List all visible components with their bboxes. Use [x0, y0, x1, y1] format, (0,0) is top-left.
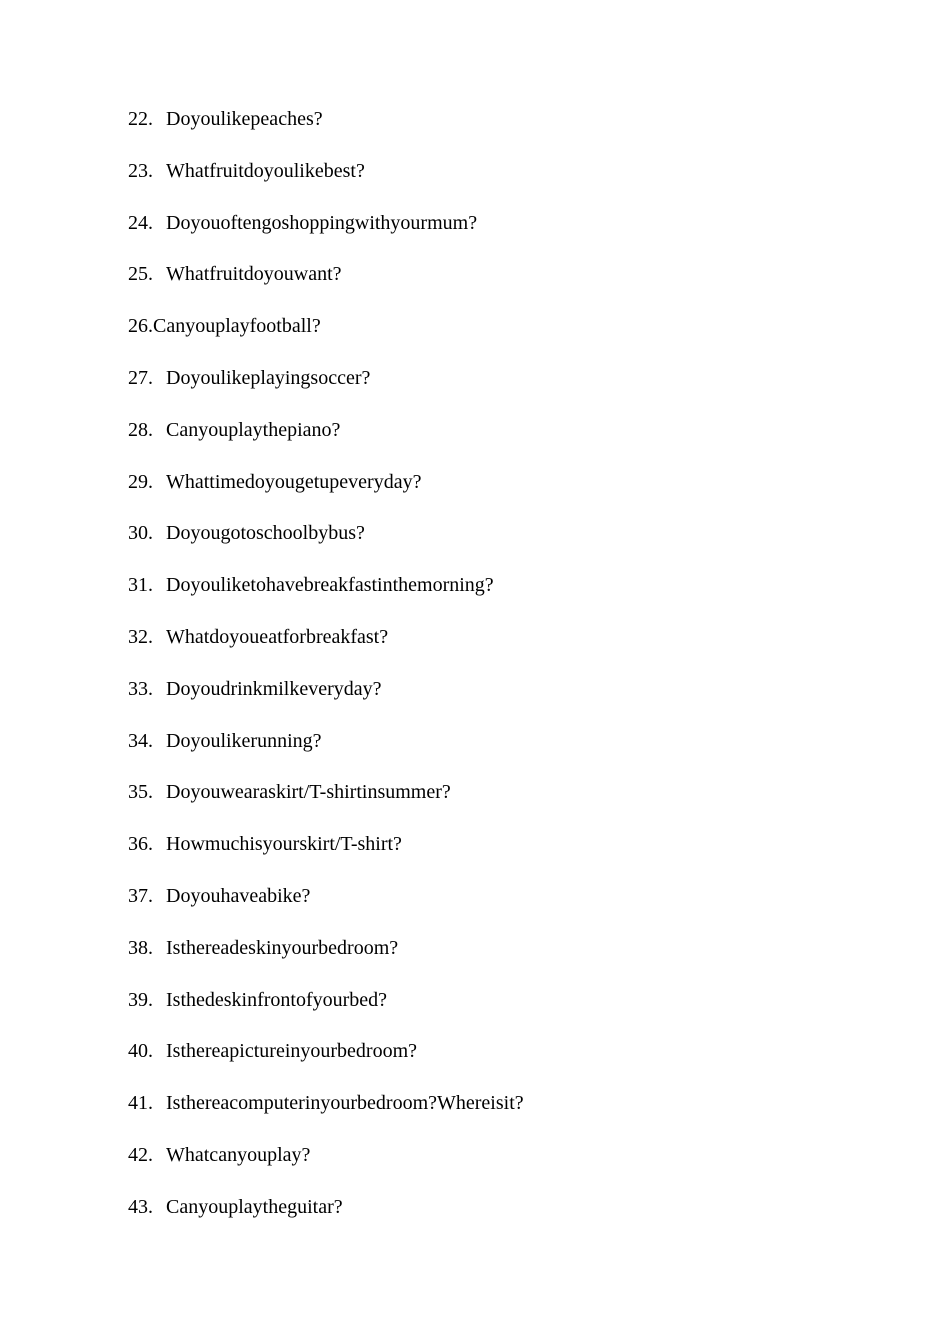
- question-item: [128, 365, 524, 417]
- question-text: Doyoulikerunning?: [166, 729, 322, 752]
- question-text: Canyouplaytheguitar?: [166, 1195, 343, 1218]
- question-number: 39.: [128, 988, 153, 1011]
- question-item: [128, 624, 524, 676]
- question-number: 28.: [128, 418, 153, 441]
- question-item: [128, 469, 524, 521]
- question-number: 33.: [128, 677, 153, 700]
- question-item: [128, 779, 524, 831]
- question-number: 30.: [128, 522, 153, 545]
- question-text: Doyouhaveabike?: [166, 884, 311, 907]
- question-text: Isthedeskinfrontofyourbed?: [166, 988, 388, 1011]
- question-item: [128, 210, 524, 262]
- question-number: 41.: [128, 1092, 153, 1115]
- question-item: [128, 520, 524, 572]
- question-text: Doyougotoschoolbybus?: [166, 522, 365, 545]
- question-item: [128, 1194, 524, 1246]
- question-text: Isthereapictureinyourbedroom?: [166, 1040, 418, 1063]
- question-item: [128, 1142, 524, 1194]
- question-text: Doyouwearaskirt/T-shirtinsummer?: [166, 781, 451, 804]
- question-number: 23.: [128, 159, 153, 182]
- question-number: 34.: [128, 729, 153, 752]
- question-text: Whatfruitdoyoulikebest?: [166, 159, 365, 182]
- question-text: Doyoulikepeaches?: [166, 108, 323, 130]
- question-text: Doyouoftengoshoppingwithyourmum?: [166, 211, 478, 234]
- question-text: Canyouplayfootball?: [153, 315, 321, 338]
- question-number: 37.: [128, 884, 153, 907]
- question-item: [128, 831, 524, 883]
- question-number: 40.: [128, 1040, 153, 1063]
- question-item: [128, 728, 524, 780]
- question-item: [128, 1038, 524, 1090]
- question-text: Whatfruitdoyouwant?: [166, 263, 342, 286]
- question-number: 32.: [128, 625, 153, 648]
- question-number: 25.: [128, 263, 153, 286]
- question-text: Whattimedoyougetupeveryday?: [166, 470, 422, 493]
- question-item: [128, 676, 524, 728]
- question-number: 36.: [128, 833, 153, 856]
- question-text: Isthereadeskinyourbedroom?: [166, 936, 399, 959]
- question-item: [128, 417, 524, 469]
- question-text: Isthereacomputerinyourbedroom?Whereisit?: [166, 1092, 524, 1115]
- question-number: 29.: [128, 470, 153, 493]
- question-text: Doyoulikeplayingsoccer?: [166, 366, 371, 389]
- question-number: 42.: [128, 1143, 153, 1166]
- question-item: [128, 987, 524, 1039]
- question-text: Canyouplaythepiano?: [166, 418, 341, 441]
- question-number: 26.: [128, 315, 153, 338]
- question-number: 38.: [128, 936, 153, 959]
- question-item: [128, 106, 524, 158]
- question-number: 24.: [128, 211, 153, 234]
- question-text: Whatdoyoueatforbreakfast?: [166, 625, 389, 648]
- question-item: [128, 1090, 524, 1142]
- question-text: Howmuchisyourskirt/T-shirt?: [166, 833, 402, 856]
- question-number: 31.: [128, 574, 153, 597]
- question-list: [128, 106, 524, 1246]
- question-text: Whatcanyouplay?: [166, 1143, 311, 1166]
- question-item: [128, 572, 524, 624]
- question-item: [128, 935, 524, 987]
- question-number: 22.: [128, 108, 153, 130]
- question-item: [128, 883, 524, 935]
- question-number: 35.: [128, 781, 153, 804]
- question-text: Doyoudrinkmilkeveryday?: [166, 677, 382, 700]
- question-number: 27.: [128, 366, 153, 389]
- question-item: [128, 313, 524, 365]
- question-item: [128, 261, 524, 313]
- question-number: 43.: [128, 1195, 153, 1218]
- question-item: [128, 158, 524, 210]
- question-text: Doyouliketohavebreakfastinthemorning?: [166, 574, 494, 597]
